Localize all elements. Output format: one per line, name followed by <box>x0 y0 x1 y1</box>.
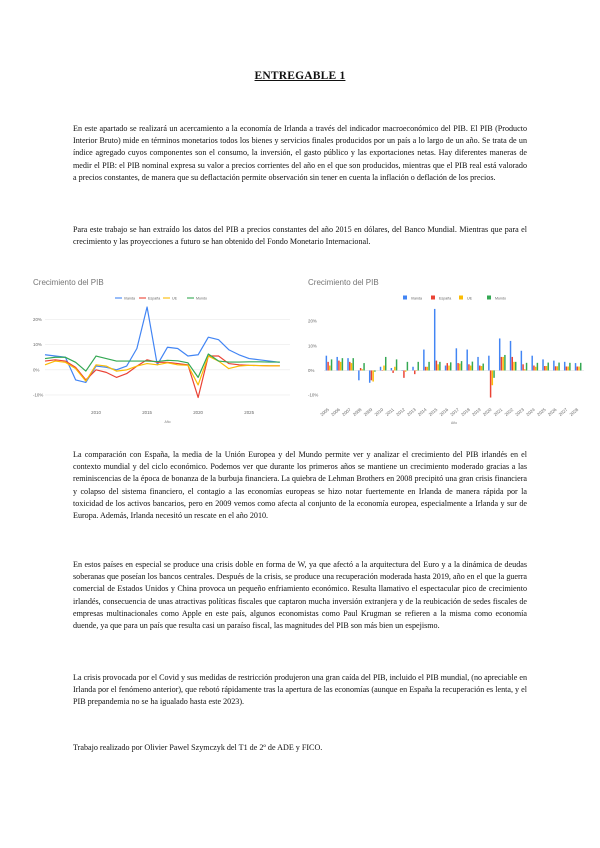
bar-mundo <box>417 362 418 371</box>
x-tick-label: 2020 <box>193 410 204 415</box>
bar-españa <box>490 370 491 397</box>
x-tick-label: 2007 <box>341 406 352 418</box>
bar-ue <box>340 362 341 371</box>
bar-ue <box>546 366 547 370</box>
paragraph-intro: En este apartado se realizará un acercamiento a la economía de Irlanda a través del indicador macroeconómico del PIB. El PIB (Producto Interior Bruto) mide en términos monetarios todos los bienes y servicios finales producidos por un país a lo largo de un año. Se trata de un índice agregado cuyos componentes son el consumo, la inversión, el gasto público y las exportaciones netas. Hay diferentes maneras de medir el PIB: el PIB nominal expresa su valor a precios corrientes del año en el que son producidos, mientras que el PIB real está valorado a precios constantes, de manera que su deflactación permite observación sin tener en cuenta la inflación o deflación de los precios. <box>73 124 527 182</box>
legend-label: Irlanda <box>411 296 422 301</box>
x-tick-label: 2017 <box>449 406 461 418</box>
y-tick-label: 20% <box>33 317 42 323</box>
bar-ue <box>524 369 525 370</box>
bar-irlanda <box>358 370 359 380</box>
x-tick-label: 2009 <box>362 406 374 418</box>
author-credit: Trabajo realizado por Olivier Pawel Szymczyk del T1 de 2º de ADE y FICO. <box>73 743 323 752</box>
bar-españa <box>522 364 523 370</box>
bar-irlanda <box>531 356 532 371</box>
bar-chart-crecimiento-pib <box>308 276 590 426</box>
bar-irlanda <box>423 350 424 371</box>
x-tick-label: 2015 <box>427 406 439 418</box>
bar-irlanda <box>564 362 565 371</box>
y-tick-label: 20% <box>308 318 317 324</box>
legend-label: UE <box>172 296 177 301</box>
bar-mundo <box>558 363 559 371</box>
bar-irlanda <box>477 357 478 371</box>
bar-mundo <box>374 370 375 371</box>
bar-mundo <box>352 358 353 370</box>
bar-irlanda <box>542 359 543 370</box>
x-axis-title: Año <box>164 420 171 424</box>
bar-ue <box>351 363 352 370</box>
bar-irlanda <box>553 361 554 371</box>
bar-españa <box>566 367 567 371</box>
legend-swatch <box>431 296 435 300</box>
x-tick-label: 2010 <box>91 410 101 415</box>
bar-mundo <box>504 355 505 371</box>
bar-mundo <box>493 370 494 377</box>
x-tick-label: 2016 <box>438 406 450 418</box>
x-tick-label: 2014 <box>416 406 428 418</box>
bar-ue <box>535 367 536 371</box>
bar-ue <box>372 370 373 381</box>
x-tick-label: 2012 <box>395 406 406 418</box>
legend-label: Irlanda <box>124 296 135 301</box>
bar-mundo <box>515 362 516 371</box>
legend-swatch <box>459 296 463 300</box>
bar-mundo <box>439 362 440 371</box>
bar-mundo <box>482 364 483 371</box>
bar-ue <box>459 364 460 371</box>
bar-mundo <box>407 362 408 371</box>
x-tick-label: 2019 <box>471 406 482 418</box>
bar-mundo <box>526 363 527 371</box>
bar-ue <box>362 369 363 370</box>
bar-irlanda <box>575 363 576 370</box>
bar-ue <box>578 367 579 371</box>
bar-españa <box>371 370 372 380</box>
y-tick-label: -10% <box>33 392 44 398</box>
bar-mundo <box>385 357 386 371</box>
legend-swatch <box>487 296 491 300</box>
bar-mundo <box>428 362 429 371</box>
legend-label: España <box>148 296 161 301</box>
y-tick-label: 0% <box>33 367 40 373</box>
bar-irlanda <box>336 357 337 371</box>
chart-title: Crecimiento del PIB <box>33 278 104 287</box>
paragraph-comparison: La comparación con España, la media de la Unión Europea y del Mundo permite ver y analizar el crecimiento del PIB irlandés en el contexto mundial y del ciclo económico. Podemos ver que durante los primeros años se mantiene un crecimiento moderado gracias a las reminiscencias de la época de bonanza de la burbuja financiera. La quiebra de Lehman Brothers en 2008 precipitó una gran crisis financiera y colapso del sistema financiero, el contagio a las economías europeas se hizo notar fuertemente en Irlanda de manera rápida por la toxicidad de los activos bancarios, pero en 2009 vemos como afecta al conjunto de la economía europea, especialmente a Irlanda y sur de Europa. Además, Irlanda necesitó un rescate en el año 2010. <box>73 450 527 521</box>
legend-label: Mundo <box>196 296 207 301</box>
bar-irlanda <box>445 366 446 371</box>
legend-label: Mundo <box>495 296 506 301</box>
legend-label: España <box>439 296 452 301</box>
bar-mundo <box>547 363 548 371</box>
bar-mundo <box>461 361 462 370</box>
x-tick-label: 2008 <box>351 406 363 418</box>
bar-españa <box>468 364 469 370</box>
bar-españa <box>457 363 458 370</box>
bar-irlanda <box>499 338 500 370</box>
bar-mundo <box>450 362 451 370</box>
bar-mundo <box>331 359 332 370</box>
bar-ue <box>557 366 558 370</box>
x-tick-label: 2005 <box>319 406 331 418</box>
x-tick-label: 2023 <box>514 406 526 418</box>
x-tick-label: 2020 <box>481 406 493 418</box>
bar-ue <box>481 366 482 370</box>
y-tick-label: -10% <box>308 392 319 398</box>
bar-ue <box>329 366 330 371</box>
bar-ue <box>492 370 493 385</box>
bar-españa <box>447 363 448 370</box>
legend-label: UE <box>467 296 472 301</box>
bar-españa <box>327 362 328 371</box>
bar-irlanda <box>412 367 413 371</box>
bar-mundo <box>396 359 397 370</box>
x-tick-label: 2010 <box>373 406 385 418</box>
bar-españa <box>544 366 545 370</box>
bar-españa <box>360 368 361 370</box>
bar-españa <box>414 370 415 374</box>
line-chart-crecimiento-pib <box>33 276 298 426</box>
bar-españa <box>338 361 339 371</box>
x-tick-label: 2011 <box>384 406 396 417</box>
bar-mundo <box>537 363 538 371</box>
bar-ue <box>513 362 514 371</box>
paragraph-double-crisis: En estos países en especial se produce una crisis doble en forma de W, ya que afectó a la arquitectura del Euro y a la dinámica de deudas soberanas que poseían los bancos centrales. Después de la crisis, se produce una recuperación moderada hasta 2019, año en el que la guerra comercial de Estados Unidos y China provoca un pequeño enfriamiento económico. Resulta llamativo el espectacular pico de crecimiento irlandés, consecuencia de unas atractivas políticas fiscales que captaron mucha inversión extranjera y de la reubicación de sedes fiscales de empresas multinacionales como Apple en este país, algunos economistas como Paul Krugman se refieren a la misma como economía duende, ya que para un país que resulta casi un paraíso fiscal, las magnitudes del PIB son más bien un espejismo. <box>73 560 527 631</box>
bar-irlanda <box>369 370 370 382</box>
bar-españa <box>577 367 578 371</box>
bar-ue <box>470 366 471 371</box>
bar-irlanda <box>347 358 348 370</box>
x-tick-label: 2024 <box>525 406 536 418</box>
bar-ue <box>502 357 503 371</box>
x-tick-label: 2025 <box>244 410 255 415</box>
document-title: ENTREGABLE 1 <box>254 70 346 82</box>
x-tick-label: 2015 <box>142 410 152 415</box>
bar-ue <box>394 367 395 371</box>
bar-españa <box>501 357 502 371</box>
x-tick-label: 2018 <box>460 406 471 418</box>
y-tick-label: 10% <box>308 343 317 349</box>
x-tick-label: 2022 <box>503 406 515 418</box>
bar-españa <box>512 357 513 371</box>
bar-españa <box>436 361 437 371</box>
bar-irlanda <box>510 341 511 371</box>
bar-españa <box>403 370 404 377</box>
bar-españa <box>555 366 556 370</box>
y-tick-label: 10% <box>33 342 42 348</box>
bar-ue <box>383 366 384 371</box>
bar-mundo <box>569 363 570 371</box>
x-tick-label: 2026 <box>546 406 558 418</box>
y-tick-label: 0% <box>308 367 315 373</box>
bar-irlanda <box>391 368 392 370</box>
bar-irlanda <box>466 350 467 371</box>
x-tick-label: 2025 <box>536 406 547 418</box>
bar-ue <box>448 366 449 371</box>
bar-ue <box>427 367 428 371</box>
bar-irlanda <box>380 367 381 371</box>
bar-españa <box>425 367 426 371</box>
bar-irlanda <box>456 348 457 370</box>
bar-mundo <box>472 362 473 371</box>
chart-title: Crecimiento del PIB <box>308 278 379 287</box>
bar-irlanda <box>434 309 435 371</box>
legend-swatch <box>403 296 407 300</box>
paragraph-covid: La crisis provocada por el Covid y sus medidas de restricción produjeron una gran caída del PIB, incluido el PIB mundial, (no apreciable en Irlanda por el fenómeno anterior), que rebotó rápidamente tras la apertura de las economías (aunque en España la recuperación es lenta, y el PIB prepandemia no se ha igualado hasta este 2023). <box>73 673 527 707</box>
x-tick-label: 2013 <box>406 406 417 418</box>
bar-españa <box>349 362 350 371</box>
x-tick-label: 2027 <box>557 406 569 418</box>
x-axis-title: Año <box>450 421 458 425</box>
bar-ue <box>567 367 568 371</box>
x-tick-label: 2028 <box>568 406 580 418</box>
bar-ue <box>437 364 438 370</box>
bar-irlanda <box>488 356 489 371</box>
paragraph-sources: Para este trabajo se han extraído los datos del PIB a precios constantes del año 2015 en dólares, del Banco Mundial. Mientras que para el crecimiento y las proyecciones a futuro se han obtenido del Fondo Monetario Internacional. <box>73 225 527 247</box>
bar-mundo <box>580 363 581 371</box>
bar-ue <box>405 370 406 371</box>
bar-mundo <box>342 358 343 370</box>
x-tick-label: 2006 <box>330 406 341 418</box>
bar-irlanda <box>521 351 522 371</box>
bar-españa <box>533 366 534 371</box>
bar-españa <box>479 366 480 371</box>
x-tick-label: 2021 <box>492 406 504 418</box>
bar-mundo <box>363 363 364 370</box>
bar-irlanda <box>326 356 327 371</box>
bar-españa <box>392 370 393 372</box>
